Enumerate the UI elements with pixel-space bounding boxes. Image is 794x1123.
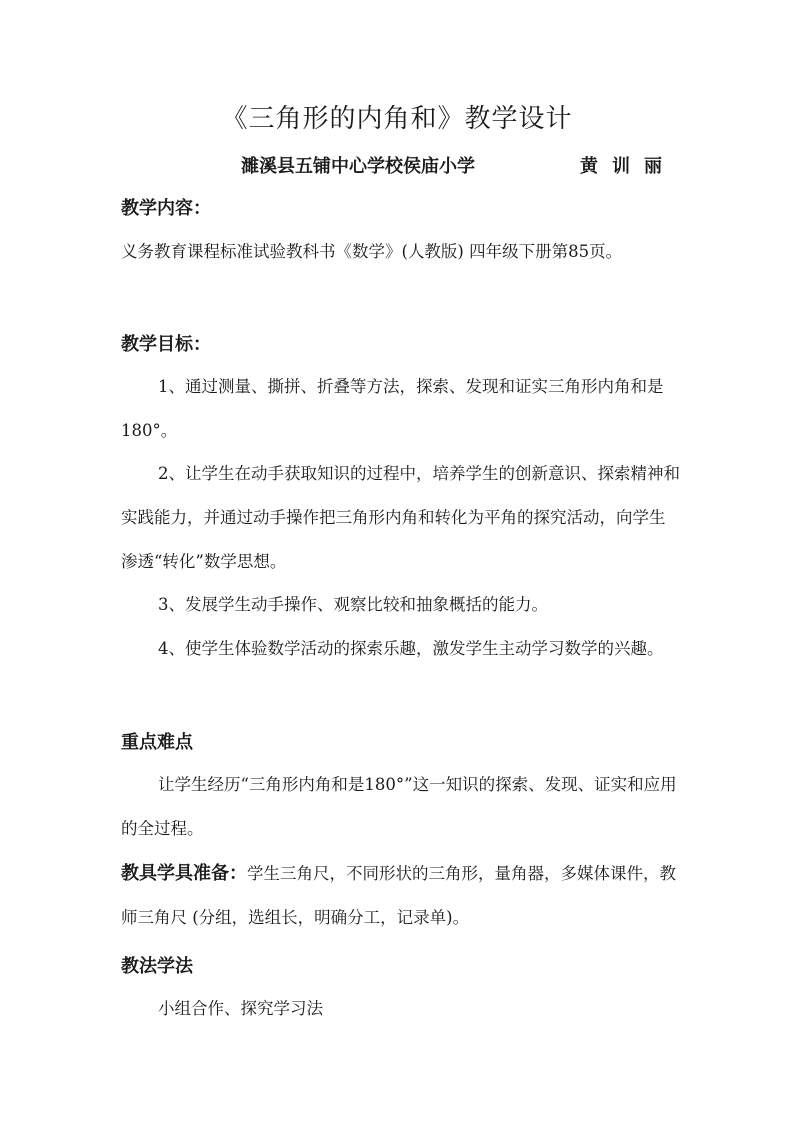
content-text: 义务教育课程标准试验教科书《数学》(人教版) 四年级下册第85页。 <box>121 242 623 261</box>
methods-text: 小组合作、探究学习法 <box>158 999 323 1018</box>
key-points-heading: 重点难点 <box>121 732 193 753</box>
materials-paragraph <box>121 852 681 940</box>
goal-item-1: 1、通过测量、撕拼、折叠等方法，探索、发现和证实三角形内角和是180°。 <box>121 377 664 440</box>
goal-item-3: 3、发展学生动手操作、观察比较和抽象概括的能力。 <box>158 595 548 614</box>
methods-heading: 教法学法 <box>121 956 193 977</box>
goal-item-2: 2、让学生在动手获取知识的过程中，培养学生的创新意识、探索精神和实践能力，并通过动手操作把三角形内角和转化为平角的探究活动，向学生渗透“转化”数学思想。 <box>121 464 680 571</box>
document-title: 《三角形的内角和》教学设计 <box>221 104 573 134</box>
school-name: 濉溪县五铺中心学校侯庙小学 <box>241 156 475 177</box>
goal-item-4: 4、使学生体验数学活动的探索乐趣，激发学生主动学习数学的兴趣。 <box>158 639 664 658</box>
materials-text: 学生三角尺，不同形状的三角形，量角器，多媒体课件，教师三角尺 (分组，选组长，明确分工，记录单)。 <box>121 864 676 927</box>
key-points-text: 让学生经历“三角形内角和是180°”这一知识的探索、发现、证实和应用的全过程。 <box>121 775 677 838</box>
author-name: 黄训丽 <box>580 156 676 177</box>
content-heading: 教学内容： <box>121 198 211 219</box>
materials-heading: 教具学具准备： <box>121 863 247 884</box>
goals-heading: 教学目标： <box>121 334 211 355</box>
